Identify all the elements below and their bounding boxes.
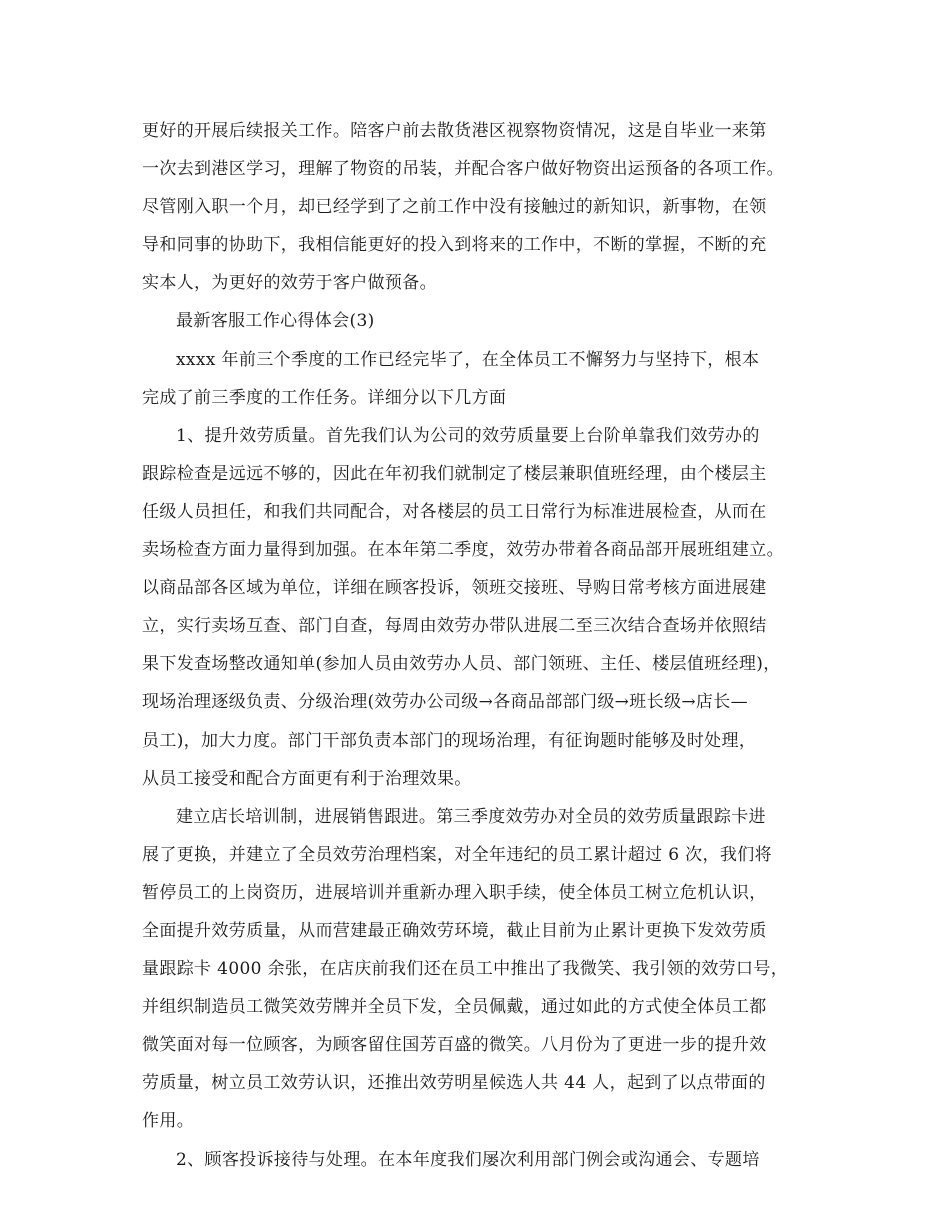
- text-line: 跟踪检查是远远不够的，因此在年初我们就制定了楼层兼职值班经理，由个楼层主: [142, 463, 767, 484]
- text-line: 果下发查场整改通知单(参加人员由效劳办人员、部门领班、主任、楼层值班经理)，: [142, 654, 781, 675]
- text-line: 量跟踪卡 4000 余张，在店庆前我们还在员工中推出了我微笑、我引领的效劳口号，: [142, 959, 789, 980]
- text-line: 实本人，为更好的效劳于客户做预备。: [142, 273, 437, 294]
- text-line: 立，实行卖场互查、部门自查，每周由效劳办带队进展二至三次结合查场并依照结: [142, 616, 767, 637]
- text-line: 并组织制造员工微笑效劳牌并全员下发，全员佩戴，通过如此的方式使全体员工都: [142, 997, 767, 1018]
- text-line: 2、顾客投诉接待与处理。在本年度我们屡次利用部门例会或沟通会、专题培: [176, 1149, 760, 1170]
- text-line: 以商品部各区域为单位，详细在顾客投诉，领班交接班、导购日常考核方面进展建: [142, 578, 767, 599]
- text-line: 尽管刚入职一个月，却已经学到了之前工作中没有接触过的新知识，新事物，在领: [142, 197, 767, 218]
- text-line: 导和同事的协助下，我相信能更好的投入到将来的工作中，不断的掌握，不断的充: [142, 235, 767, 256]
- text-line: 最新客服工作心得体会(3): [176, 311, 375, 332]
- text-line: 暂停员工的上岗资历，进展培训并重新办理入职手续，使全体员工树立危机认识，: [142, 882, 767, 903]
- text-line: 更好的开展后续报关工作。陪客户前去散货港区视察物资情况，这是自毕业一来第: [142, 121, 767, 141]
- text-line: 现场治理逐级负责、分级治理(效劳办公司级→各商品部部门级→班长级→店长—: [142, 692, 748, 713]
- text-line: 完成了前三季度的工作任务。详细分以下几方面: [142, 387, 507, 408]
- text-line: 全面提升效劳质量，从而营建最正确效劳环境，截止目前为止累计更换下发效劳质: [142, 920, 767, 941]
- text-line: 员工)，加大力度。部门干部负责本部门的现场治理，有征询题时能够及时处理，: [142, 730, 757, 751]
- text-line: 一次去到港区学习，理解了物资的吊装，并配合客户做好物资出运预备的各项工作。: [142, 159, 784, 180]
- text-line: 卖场检查方面力量得到加强。在本年第二季度，效劳办带着各商品部开展班组建立。: [142, 540, 784, 561]
- text-line: 微笑面对每一位顾客，为顾客留住国芳百盛的微笑。八月份为了更进一步的提升效: [142, 1035, 767, 1056]
- text-line: 任级人员担任，和我们共同配合，对各楼层的员工日常行为标准进展检查，从而在: [142, 501, 767, 522]
- document-body: [142, 112, 822, 1179]
- text-line: xxxx 年前三个季度的工作已经完毕了，在全体员工不懈努力与坚持下，根本: [176, 349, 760, 370]
- text-line: 建立店长培训制，进展销售跟进。第三季度效劳办对全员的效劳质量跟踪卡进: [176, 806, 766, 827]
- text-line: 作用。: [142, 1111, 195, 1132]
- text-line: 展了更换，并建立了全员效劳治理档案，对全年违纪的员工累计超过 6 次，我们将: [142, 844, 772, 865]
- text-line: 从员工接受和配合方面更有利于治理效果。: [142, 768, 472, 789]
- text-line: 劳质量，树立员工效劳认识，还推出效劳明星候选人共 44 人，起到了以点带面的: [142, 1073, 766, 1094]
- text-line: 1、提升效劳质量。首先我们认为公司的效劳质量要上台阶单靠我们效劳办的: [176, 425, 760, 446]
